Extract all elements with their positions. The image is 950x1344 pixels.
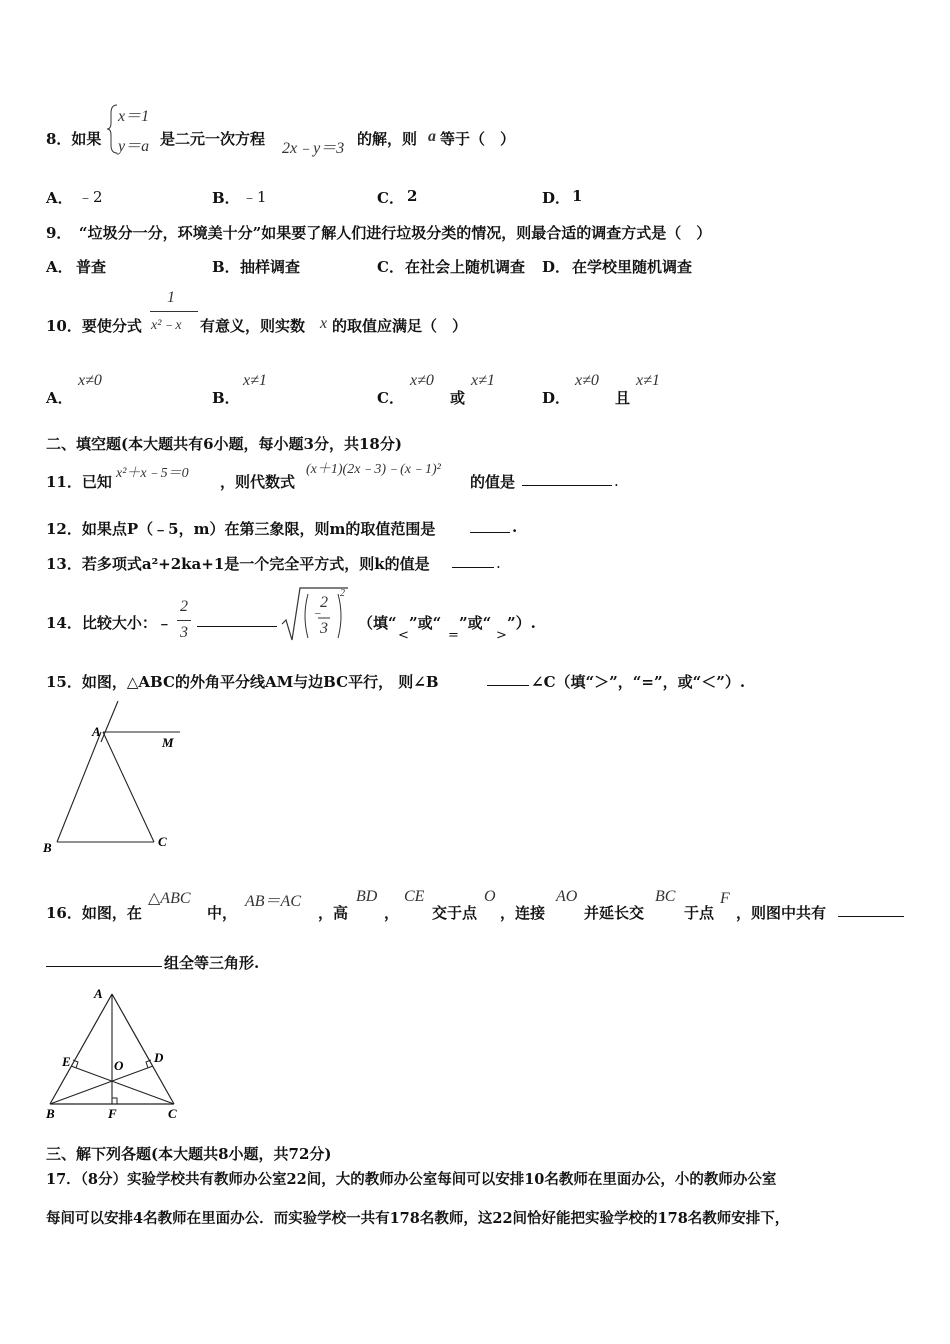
q14-fraction-numerator: 2 [180, 598, 188, 615]
q16-part-5: 交于点 [432, 904, 478, 922]
figure-label-m: M [162, 735, 174, 750]
q9-option-b-label: B． [212, 258, 240, 276]
section-2-title: 二、填空题(本大题共有6小题，每小题3分，共18分) [46, 435, 402, 453]
q16-math-ao: AO [556, 888, 578, 905]
q8-option-a-value: ﹣2 [78, 188, 103, 206]
q13-text: 13．若多项式a²+2ka+1是一个完全平方式，则k的值是 [46, 555, 430, 573]
q16-math-triangle: △ABC [148, 890, 191, 907]
figure-label-a: A [92, 724, 101, 739]
q16-math-bc: BC [655, 888, 676, 905]
q14-root-exponent: 2 [340, 588, 345, 599]
q17-line-1: 17．（8分）实验学校共有教师办公室22间，大的教师办公室每间可以安排10名教师在里面办公，小的教师办公室 [46, 1171, 777, 1188]
q16-triangle-figure [40, 984, 190, 1120]
q14-fill-open: （填“ [358, 614, 397, 632]
q14-separator-1: ”或“ [409, 614, 442, 632]
q16-part-8: 于点 [684, 904, 715, 922]
q8-prefix: 8．如果 [46, 130, 102, 148]
q8-option-c-label: C． [377, 189, 404, 207]
q8-system-line2: y＝a [118, 138, 150, 155]
fig2-label-a: A [94, 986, 103, 1001]
fig2-label-o: O [114, 1058, 124, 1073]
q16-part-9: ，则图中共有 [736, 904, 827, 922]
q16-math-ce: CE [404, 888, 425, 905]
q16-math-o: O [484, 888, 496, 905]
q16-answer-blank-1 [838, 902, 904, 917]
q10-option-a-label: A． [46, 389, 73, 407]
q13-end: . [496, 554, 501, 572]
q12-answer-blank [470, 518, 510, 533]
q8-option-d-value: 1 [572, 187, 583, 205]
q10-option-d-expr2: x≠1 [636, 372, 660, 389]
q16-math-equal-sides: AB＝AC [245, 893, 301, 910]
q14-answer-blank [197, 612, 277, 627]
fig2-label-d: D [154, 1050, 164, 1065]
q16-part-1: 16．如图，在 [46, 904, 142, 922]
q11-answer-blank [522, 471, 612, 486]
q10-option-d-label: D． [542, 389, 571, 407]
q10-option-d-expr1: x≠0 [575, 372, 599, 389]
q9-option-a-value: 普查 [76, 258, 107, 276]
section-3-title: 三、解下列各题(本大题共8小题，共72分) [46, 1145, 332, 1163]
q12-text: 12．如果点P（﹣5，m）在第三象限，则m的取值范围是 [46, 520, 436, 538]
q14-fraction-bar [177, 620, 191, 621]
q10-var: x [320, 315, 328, 332]
q14-symbol-lt: < [398, 628, 409, 643]
q16-math-f: F [720, 890, 730, 907]
q15-text-end: ∠C（填“＞”，“=”，或“＜”）. [531, 673, 746, 691]
q14-root-denominator: 3 [320, 620, 328, 637]
q8-option-c-value: 2 [407, 187, 418, 205]
q14-separator-2: ”或“ [459, 614, 492, 632]
q11-suffix: 的值是 [470, 473, 516, 491]
q10-option-d-conj: 且 [615, 389, 631, 407]
q17-line-2: 每间可以安排4名教师在里面办公．而实验学校一共有178名教师，这22间恰好能把实验学校的178名教师安排下， [46, 1210, 790, 1227]
q10-option-c-expr1: x≠0 [410, 372, 434, 389]
q8-option-d-label: D． [542, 189, 571, 207]
q10-suffix: 的取值应满足（ ） [332, 317, 468, 335]
q16-part-2: 中， [207, 904, 238, 922]
q11-end: . [614, 472, 619, 490]
q8-option-a-label: A． [46, 189, 73, 207]
q14-root-minus: ﹣ [310, 606, 324, 621]
q14-symbol-gt: > [496, 628, 507, 643]
q8-system-line1: x＝1 [118, 108, 150, 125]
q8-mid: 是二元一次方程 [160, 130, 266, 148]
q8-option-b-label: B． [212, 189, 240, 207]
q16-math-bd: BD [356, 888, 378, 905]
figure-label-b: B [43, 840, 52, 855]
q16-part-4: ， [384, 904, 400, 922]
q10-option-c-label: C． [377, 389, 404, 407]
q9-option-d-value: 在学校里随机调查 [572, 258, 693, 276]
q14-prefix: 14．比较大小：﹣ [46, 614, 172, 632]
q15-triangle-figure [40, 700, 190, 860]
q11-prefix: 11．已知 [46, 473, 112, 491]
q10-option-b-label: B． [212, 389, 240, 407]
q15-text: 15．如图，△ABC的外角平分线AM与边BC平行， 则∠B [46, 673, 439, 691]
fig2-label-c: C [168, 1106, 177, 1120]
q16-answer-blank-2 [46, 952, 162, 967]
q9-option-c-label: C． [377, 258, 404, 276]
q9-option-d-label: D． [542, 258, 571, 276]
q14-fraction-denominator: 3 [180, 624, 188, 641]
q11-mid: ，则代数式 [220, 473, 296, 491]
q9-option-b-value: 抽样调查 [240, 258, 301, 276]
fig2-label-f: F [108, 1106, 117, 1120]
q10-option-b-expr: x≠1 [243, 372, 267, 389]
q10-option-c-conj: 或 [450, 389, 466, 407]
q9-option-a-label: A． [46, 258, 73, 276]
q12-end: . [512, 518, 518, 536]
q16-part-6: ，连接 [500, 904, 546, 922]
q14-root-numerator: 2 [320, 594, 328, 611]
q14-fill-close: ”）. [507, 614, 536, 632]
q11-expression: (x＋1)(2x﹣3)﹣(x﹣1)² [306, 462, 441, 477]
q8-option-b-value: ﹣1 [242, 188, 267, 206]
q16-part-7: 并延长交 [584, 904, 645, 922]
q14-symbol-eq: = [448, 628, 459, 643]
q8-equation: 2x﹣y＝3 [282, 140, 345, 157]
q15-answer-blank [487, 671, 529, 686]
fig2-label-b: B [46, 1106, 55, 1120]
fig2-label-e: E [62, 1054, 71, 1069]
q10-option-a-expr: x≠0 [78, 372, 102, 389]
q10-prefix: 10．要使分式 [46, 317, 142, 335]
q10-numerator: 1 [167, 289, 175, 306]
q16-line-2: 组全等三角形. [164, 954, 260, 972]
q8-suffix-a: 的解，则 [357, 130, 418, 148]
q9-option-c-value: 在社会上随机调查 [405, 258, 526, 276]
q8-var-a: a [428, 128, 436, 145]
figure-label-c: C [158, 834, 167, 849]
q8-suffix-b: 等于（ ） [440, 130, 516, 148]
q10-denominator: x²﹣x [151, 318, 182, 333]
q10-option-c-expr2: x≠1 [471, 372, 495, 389]
q16-part-3: ，高 [318, 904, 349, 922]
q9-text: 9． “垃圾分一分，环境美十分”如果要了解人们进行垃圾分类的情况，则最合适的调查方式是（ ） [46, 224, 712, 242]
q10-mid: 有意义，则实数 [200, 317, 306, 335]
q10-fraction-bar [150, 311, 198, 312]
q11-condition: x²＋x﹣5＝0 [116, 466, 189, 481]
q13-answer-blank [452, 553, 494, 568]
